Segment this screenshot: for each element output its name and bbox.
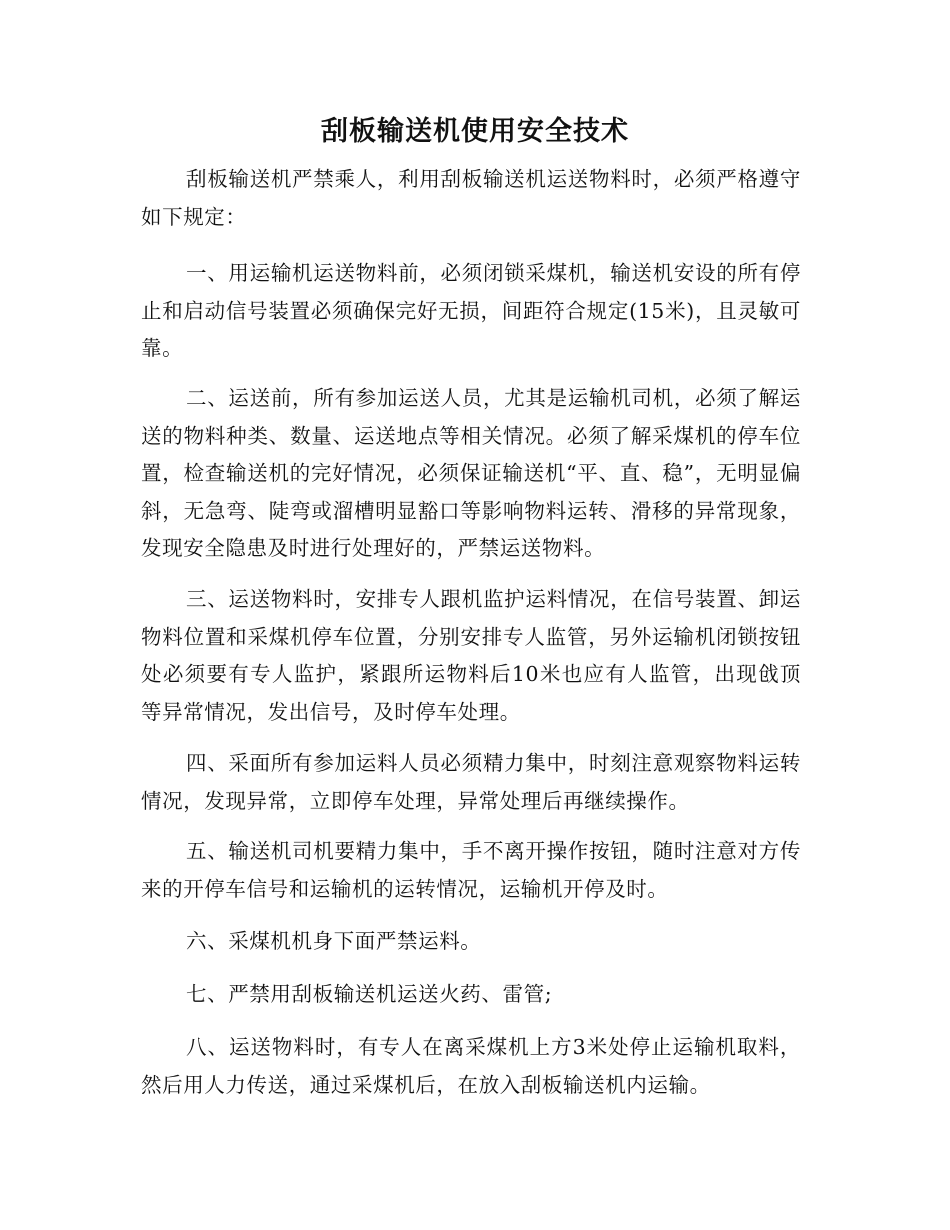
- rule-item-7: 七、严禁用刮板输送机运送火药、雷管;: [186, 982, 553, 1006]
- rule-item-4: 四、采面所有参加运料人员必须精力集中，时刻注意观察物料运转情况，发现异常，立即停车处理，异常处理后再继续操作。: [141, 751, 801, 813]
- intro-paragraph: 刮板输送机严禁乘人，利用刮板输送机运送物料时，必须严格遵守如下规定：: [141, 167, 801, 229]
- rule-item-8: 八、运送物料时，有专人在离采煤机上方3米处停止运输机取料，然后用人力传送，通过采煤机后，在放入刮板输送机内运输。: [141, 1035, 801, 1097]
- rule-item-6: 六、采煤机机身下面严禁运料。: [186, 929, 482, 953]
- rule-item-1: 一、用运输机运送物料前，必须闭锁采煤机，输送机安设的所有停止和启动信号装置必须确保完好无损，间距符合规定(15米)，且灵敏可靠。: [141, 261, 801, 360]
- rule-item-2: 二、运送前，所有参加运送人员，尤其是运输机司机，必须了解运送的物料种类、数量、运送地点等相关情况。必须了解采煤机的停车位置，检查输送机的完好情况，必须保证输送机“平、直、稳”，无明显偏斜，无急弯、陡弯或溜槽明显豁口等影响物料运转、滑移的异常现象，发现安全隐患及时进行处理好的，严禁运送物料。: [141, 386, 801, 560]
- document-title: 刮板输送机使用安全技术: [321, 116, 629, 147]
- rule-item-3: 三、运送物料时，安排专人跟机监护运料情况，在信号装置、卸运物料位置和采煤机停车位置，分别安排专人监管，另外运输机闭锁按钮处必须要有专人监护，紧跟所运物料后10米也应有人监管，出现戗顶等异常情况，发出信号，及时停车处理。: [141, 587, 801, 724]
- rule-item-5: 五、输送机司机要精力集中，手不离开操作按钮，随时注意对方传来的开停车信号和运输机的运转情况，运输机开停及时。: [141, 839, 801, 901]
